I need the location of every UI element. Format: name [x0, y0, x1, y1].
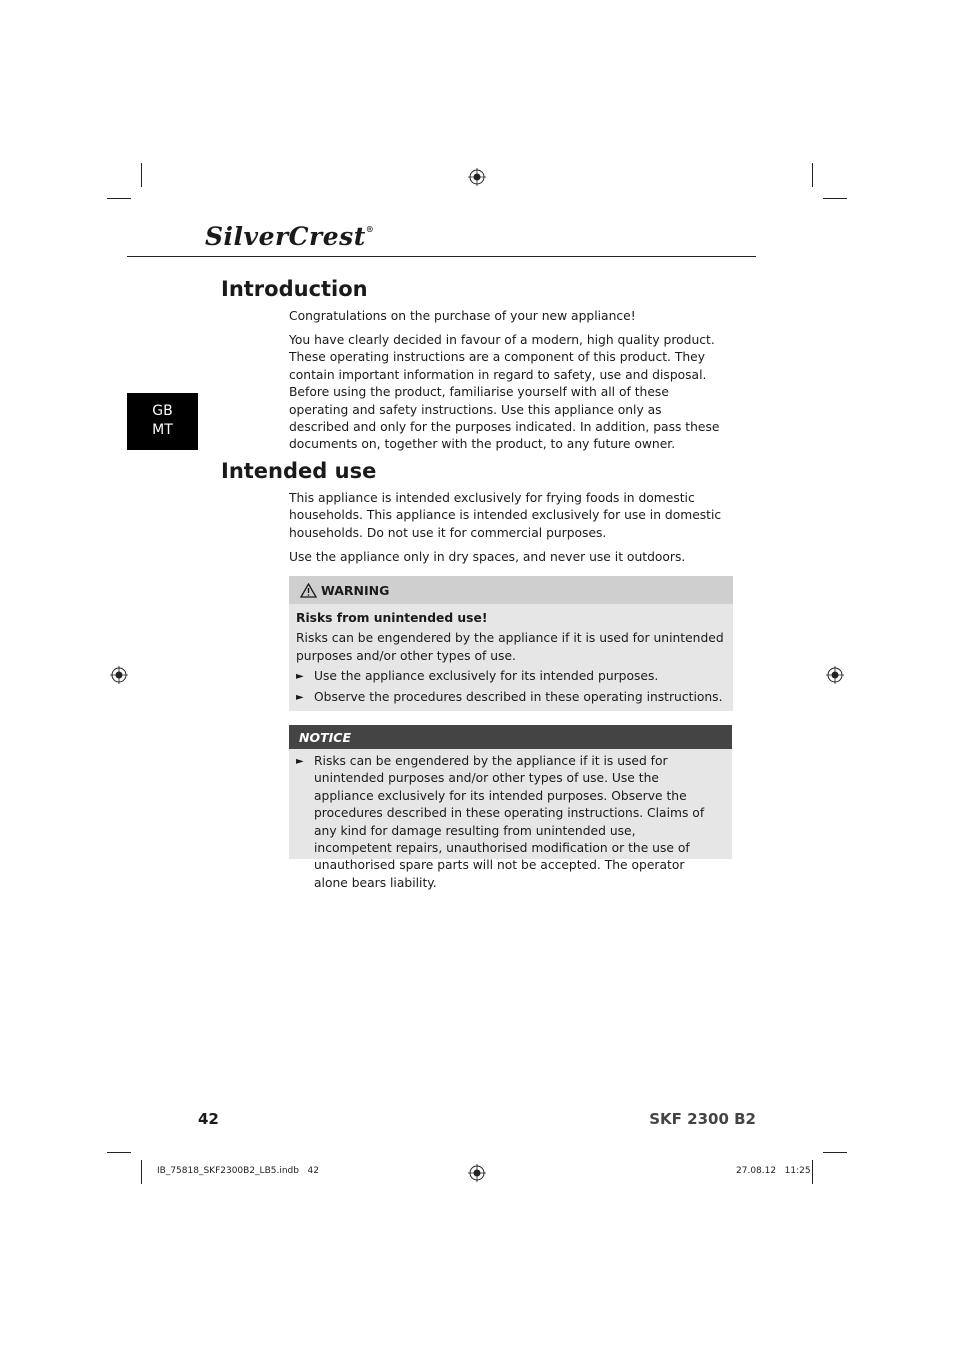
warning-title: Risks from unintended use!: [296, 611, 488, 625]
crop-mark: [107, 1152, 131, 1153]
language-code: GB: [152, 403, 173, 419]
list-item: ► Use the appliance exclusively for its intended purposes.: [296, 668, 726, 685]
warning-box: [289, 576, 733, 711]
crop-mark: [823, 198, 847, 199]
crop-mark: [823, 1152, 847, 1153]
arrow-bullet-icon: ►: [296, 691, 304, 703]
arrow-bullet-icon: ►: [296, 671, 304, 683]
section-heading-introduction: Introduction: [221, 277, 368, 301]
arrow-bullet-icon: ►: [296, 756, 304, 767]
crop-mark: [141, 163, 142, 187]
warning-text: Risks can be engendered by the appliance if it is used for unintended purposes and/or other types of use.: [296, 631, 724, 663]
intended-use-paragraph: Use the appliance only in dry spaces, and never use it outdoors.: [289, 550, 686, 564]
intro-paragraph: You have clearly decided in favour of a modern, high quality product. These operating instructions are a component of this product. They contain important information in regard to safety, use and disposal. Before using the product, familiarise yourself with all of these operating and safety instructions. Use this appliance only as described and only for the purposes indicated. In addition, pass these documents on, together with the product, to any future owner.: [289, 333, 720, 452]
header-rule: [127, 256, 756, 257]
model-number: SKF 2300 B2: [649, 1110, 756, 1128]
notice-label: NOTICE: [299, 729, 351, 745]
page-number: 42: [198, 1110, 219, 1128]
crop-mark: [107, 198, 131, 199]
registration-mark-icon: [826, 666, 844, 684]
print-slug-file: IB_75818_SKF2300B2_LB5.indb 42: [157, 1166, 319, 1176]
registration-mark-icon: [468, 168, 486, 186]
section-heading-intended-use: Intended use: [221, 459, 377, 483]
crop-mark: [812, 163, 813, 187]
language-code: MT: [152, 422, 173, 438]
language-tab: [127, 393, 198, 450]
brand-logo: SilverCrest®: [205, 222, 375, 251]
crop-mark: [141, 1160, 142, 1184]
registration-mark-icon: [468, 1164, 486, 1182]
warning-triangle-icon: [300, 583, 317, 598]
warning-header: [289, 576, 733, 604]
list-item: ► Risks can be engendered by the appliance if it is used for unintended purposes and/or other types of use. Use the appliance exclusively for its intended purposes. Observe the procedures described in these operating instructions. Claims of any kind for damage resulting from unintended use, incompetent repairs, unauthorised modification or the use of unauthorised spare parts will not be accepted. The operator alone bears liability.: [296, 753, 725, 892]
notice-header: [289, 725, 732, 749]
intended-use-paragraph: This appliance is intended exclusively for frying foods in domestic households. This appliance is intended exclusively for use in domestic households. Do not use it for commercial purposes.: [289, 491, 722, 540]
notice-box: [289, 725, 732, 890]
crop-mark: [812, 1160, 813, 1184]
intro-paragraph: Congratulations on the purchase of your new appliance!: [289, 309, 636, 323]
print-slug-date: 27.08.12 11:25: [736, 1166, 811, 1176]
list-item: ► Observe the procedures described in these operating instructions.: [296, 689, 726, 706]
warning-label: WARNING: [321, 582, 390, 598]
registration-mark-icon: [110, 666, 128, 684]
